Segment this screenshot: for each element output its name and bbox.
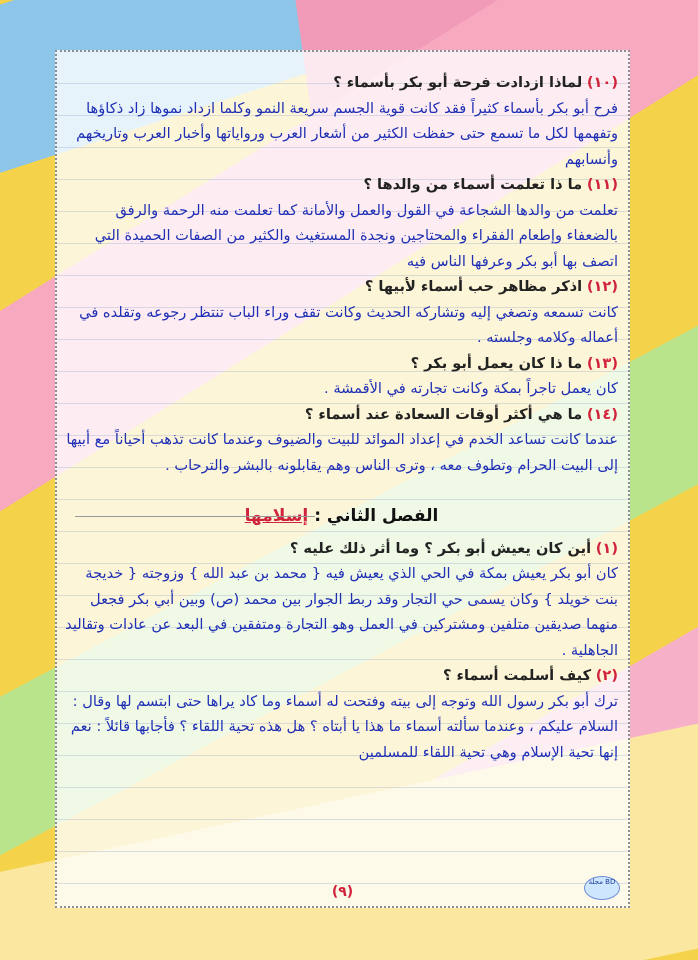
answer-text: تعلمت من والدها الشجاعة في القول والعمل والأمانة كما تعلمت منه الرحمة والرفق بالضعفاء وإطعام الفقراء والمحتاجين ونجدة المستغيث والكثير من الصفات الحميدة التي اتصف بها أبو بكر وعرفها الناس فيه — [94, 201, 618, 270]
brand-text: مجلة BD — [588, 878, 616, 886]
question-text: لماذا ازدادت فرحة أبو بكر بأسماء ؟ — [333, 74, 583, 91]
notebook-page — [55, 50, 630, 908]
answer-text: كان يعمل تاجراً بمكة وكانت تجارته في الأقمشة . — [324, 380, 618, 397]
answer-text: عندما كانت تساعد الخدم في إعداد الموائد للبيت والضيوف وعندما كانت تذهب أحياناً مع أبيها إلى البيت الحرام وتطوف معه ، وترى الناس وهم يقابلونه بالبشر والترحاب . — [66, 431, 618, 474]
chapter-label: الفصل الثاني : — [314, 506, 439, 526]
question-text: ما هي أكثر أوقات السعادة عند أسماء ؟ — [304, 405, 583, 423]
qa-block — [65, 536, 618, 562]
question-number: (١١) — [586, 176, 618, 193]
chapter-heading — [65, 504, 618, 530]
qa-block — [65, 663, 618, 689]
qa-block — [65, 351, 618, 377]
question-text: ما ذا كان يعمل أبو بكر ؟ — [410, 354, 583, 372]
question-number: (١٢) — [586, 278, 618, 295]
divider — [75, 516, 315, 517]
question-number: (٢) — [595, 667, 618, 684]
answer-text: كان أبو بكر يعيش بمكة في الحي الذي يعيش فيه { محمد بن عبد الله } وزوجته { خديجة بنت خويلد } وكان يسمى حي التجار وقد ربط الجوار بين محمد (ص) وبين أبي بكر فجعل منهما صديقين متلفين ومشتركين في العمل وهو التجارة ومتفقين في البعد عن عادات وتقاليد الجاهلية . — [65, 565, 618, 659]
question-number: (١) — [595, 539, 618, 557]
page-number: (٩) — [331, 884, 354, 900]
question-number: (١٤) — [586, 405, 618, 423]
question-text: اذكر مظاهر حب أسماء لأبيها ؟ — [364, 278, 583, 295]
question-number: (١٠) — [586, 74, 618, 91]
qa-block — [65, 402, 618, 428]
chapter-title: إسلامها — [244, 506, 309, 526]
answer-text: فرح أبو بكر بأسماء كثيراً فقد كانت قوية الجسم سريعة النمو وكلما ازداد نموها زاد ذكاؤها وتفهمها لكل ما تسمع حتى حفظت الكثير من أشعار العرب ورواياتها وأخبار العرب وتاريخهم وأنسابهم — [76, 99, 618, 168]
question-text: أين كان يعيش أبو بكر ؟ وما أثر ذلك عليه ؟ — [289, 539, 592, 557]
answer-text: ترك أبو بكر رسول الله وتوجه إلى بيته وفتحت له أسماء وما كاد يراها حتى ابتسم لها وقال : السلام عليكم ، وعندما سألته أسماء ما هذا يا أبتاه ؟ هل هذه تحية اللقاء ؟ فأجابها قائلاً : نعم إنها تحية الإسلام وهي تحية اللقاء للمسلمين — [70, 692, 618, 761]
page-content — [65, 70, 618, 876]
qa-block — [65, 172, 618, 198]
question-text: كيف أسلمت أسماء ؟ — [442, 667, 592, 684]
qa-block — [65, 70, 618, 96]
brand-logo — [584, 876, 620, 900]
question-text: ما ذا تعلمت أسماء من والدها ؟ — [363, 176, 583, 193]
question-number: (١٣) — [586, 354, 618, 372]
qa-block — [65, 274, 618, 300]
answer-text: كانت تسمعه وتصغي إليه وتشاركه الحديث وكانت تقف وراء الباب تنتظر رجوعه وتقلده في أعماله وكلامه وجلسته . — [79, 303, 618, 346]
